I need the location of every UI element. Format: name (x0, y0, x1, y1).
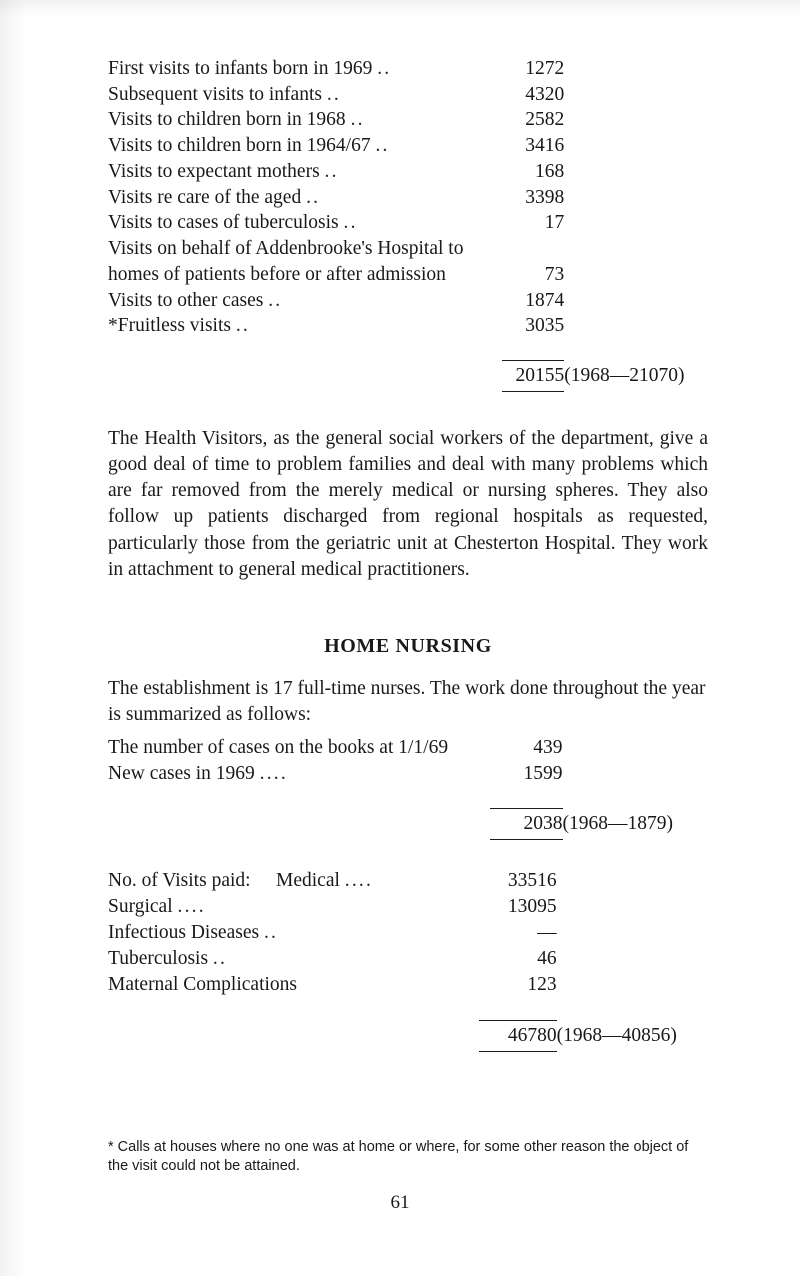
row-label: Infectious Diseases (108, 922, 260, 944)
table-row (108, 288, 708, 314)
row-label: homes of patients before or after admission (108, 263, 446, 285)
section-heading-home-nursing: HOME NURSING (324, 635, 492, 658)
row-label: Visits on behalf of Addenbrooke's Hospital to (108, 238, 464, 260)
row-value: 123 (527, 974, 557, 996)
row-label-cell (108, 868, 479, 894)
total-rule-row-bottom (108, 389, 708, 392)
empty-cell (108, 363, 502, 389)
empty-cell (108, 389, 502, 392)
table-row (108, 82, 708, 108)
row-note (557, 972, 708, 998)
row-label: Visits to children born in 1964/67 (108, 135, 371, 157)
row-label: Visits re care of the aged (108, 186, 302, 208)
row-label-cell (108, 236, 502, 262)
row-note (557, 946, 708, 972)
row-note (564, 313, 708, 339)
table-row (108, 210, 708, 236)
row-value (502, 236, 565, 262)
row-label: Visits to expectant mothers (108, 160, 320, 182)
leader-dots: .. (306, 186, 321, 208)
row-label: Visits to other cases (108, 289, 264, 311)
row-label-cell (108, 288, 502, 314)
row-note (564, 236, 708, 262)
leader-dots: .. (212, 948, 228, 970)
page-content (108, 56, 708, 1052)
page-edge-shading-top (0, 0, 800, 16)
leader-dots: .... (344, 869, 374, 891)
row-note (557, 868, 708, 894)
spacer (108, 840, 708, 858)
footnote: * Calls at houses where no one was at home or where, for some other reason the object of the visit could not be attained. (108, 1139, 689, 1175)
table-row (108, 159, 708, 185)
row-note (564, 185, 708, 211)
table-row (108, 107, 708, 133)
table-row (108, 894, 708, 920)
table-row (108, 946, 708, 972)
total-rule-top (502, 360, 565, 361)
row-label-cell (108, 262, 502, 288)
row-value: 17 (544, 212, 565, 234)
visits-body (108, 868, 708, 1052)
row-value: 33516 (507, 869, 557, 891)
leader-dots: .. (350, 109, 365, 131)
row-note (557, 920, 708, 946)
row-value: 3416 (525, 135, 565, 157)
row-label-cell (108, 133, 502, 159)
page-edge-shading-left (0, 0, 26, 1276)
row-note (564, 262, 708, 288)
leader-dots: .. (343, 212, 358, 234)
row-value: 4320 (525, 83, 565, 105)
leader-dots: .. (375, 135, 390, 157)
home-nursing-visits-table (108, 868, 708, 1052)
total-value: 2038 (523, 812, 563, 834)
row-note (563, 761, 708, 787)
total-row (108, 363, 708, 389)
total-row (108, 1023, 708, 1049)
cases-body (108, 735, 708, 840)
row-value: 1272 (525, 58, 565, 79)
row-label-cell (108, 82, 502, 108)
row-label-cell (108, 313, 502, 339)
spacer-row (108, 999, 708, 1017)
table-row (108, 262, 708, 288)
empty-cell (108, 811, 490, 837)
row-label-cell (108, 946, 479, 972)
empty-cell (108, 1049, 479, 1052)
table-row (108, 761, 708, 787)
row-value: 13095 (507, 896, 557, 918)
table-row (108, 56, 708, 82)
table-row (108, 972, 708, 998)
row-label: Tuberculosis (108, 948, 209, 970)
visits-rule-top (479, 1020, 557, 1021)
health-visitors-paragraph: The Health Visitors, as the general social workers of the department, give a good deal of time to problem families and deal with many problems which are far removed from the merely medical or nursing spheres. They also follow up patients discharged from regional hospitals as requested, particularly those from the geriatric unit at Chesterton Hospital. They work in attachment to general medical practitioners. (108, 427, 708, 580)
row-label-cell (108, 159, 502, 185)
home-nursing-cases-table (108, 735, 708, 840)
health-visitor-stats-table (108, 56, 708, 392)
total-note: (1968—40856) (556, 1024, 677, 1046)
total-note: (1968—1879) (562, 812, 674, 834)
visits-paid-prefix: No. of Visits paid: (108, 869, 251, 891)
empty-cell (557, 1049, 708, 1052)
table-row (108, 313, 708, 339)
spacer-row (108, 339, 708, 357)
row-note (563, 735, 708, 761)
row-label-cell (108, 894, 479, 920)
row-label: The number of cases on the books at 1/1/69 (108, 736, 449, 758)
page-number: 61 (390, 1192, 410, 1213)
spacer-row (108, 787, 708, 805)
row-note (557, 894, 708, 920)
home-nursing-intro: The establishment is 17 full-time nurses. The work done throughout the year is summarized as follows: (108, 678, 706, 726)
empty-cell (108, 1023, 479, 1049)
total-value: 20155 (515, 365, 565, 387)
rule-cell (479, 1049, 557, 1052)
health-visitors-paragraph-block (108, 426, 708, 583)
row-label-cell (108, 56, 502, 82)
table-row (108, 133, 708, 159)
row-note (564, 107, 708, 133)
leader-dots: .. (268, 289, 283, 311)
leader-dots: .. (263, 922, 279, 944)
row-value: 46 (537, 948, 557, 970)
table-row (108, 735, 708, 761)
total-note: (1968—21070) (564, 365, 685, 387)
leader-dots: .. (235, 315, 251, 337)
leader-dots: .. (377, 58, 392, 79)
rule-cell (502, 389, 565, 392)
table-row (108, 185, 708, 211)
row-value: 73 (544, 263, 565, 285)
spacer (108, 858, 708, 868)
row-label: *Fruitless visits (108, 315, 231, 337)
row-value: 3035 (525, 315, 565, 337)
row-label: Visits to cases of tuberculosis (108, 212, 339, 234)
table-row (108, 920, 708, 946)
row-value: — (537, 922, 557, 944)
row-value: 3398 (525, 186, 565, 208)
row-label-cell (108, 735, 490, 761)
row-label: Visits to children born in 1968 (108, 109, 346, 131)
row-label-cell (108, 972, 479, 998)
row-label-cell (108, 185, 502, 211)
empty-cell (564, 389, 708, 392)
row-label-cell (108, 920, 479, 946)
row-label: Surgical (108, 896, 173, 918)
row-label-cell (108, 761, 490, 787)
stats-body (108, 56, 708, 392)
row-label: Subsequent visits to infants (108, 83, 322, 105)
row-note (564, 159, 708, 185)
row-value: 168 (534, 160, 565, 182)
row-value: 1599 (523, 762, 563, 784)
leader-dots: .. (324, 160, 339, 182)
row-note (564, 56, 708, 82)
row-value: 2582 (525, 109, 565, 131)
total-rule-bottom (502, 391, 565, 392)
leader-dots: .... (177, 896, 206, 918)
row-value: 439 (533, 736, 563, 758)
total-rule-row-bottom (108, 1049, 708, 1052)
row-note (564, 133, 708, 159)
row-label: Maternal Complications (108, 974, 298, 996)
row-label-cell (108, 210, 502, 236)
visits-rule-bottom (479, 1051, 557, 1052)
leader-dots: .. (326, 83, 341, 105)
row-label: Medical (276, 869, 340, 891)
table-row (108, 868, 708, 894)
total-row (108, 811, 708, 837)
row-note (564, 82, 708, 108)
row-note (564, 210, 708, 236)
row-note (564, 288, 708, 314)
row-value: 1874 (525, 289, 565, 311)
cases-rule-top (490, 808, 562, 809)
table-row (108, 236, 708, 262)
row-label: New cases in 1969 (108, 762, 255, 784)
total-value: 46780 (507, 1024, 557, 1046)
row-label: First visits to infants born in 1969 (108, 58, 373, 79)
leader-dots: .... (259, 762, 288, 784)
row-label-cell (108, 107, 502, 133)
